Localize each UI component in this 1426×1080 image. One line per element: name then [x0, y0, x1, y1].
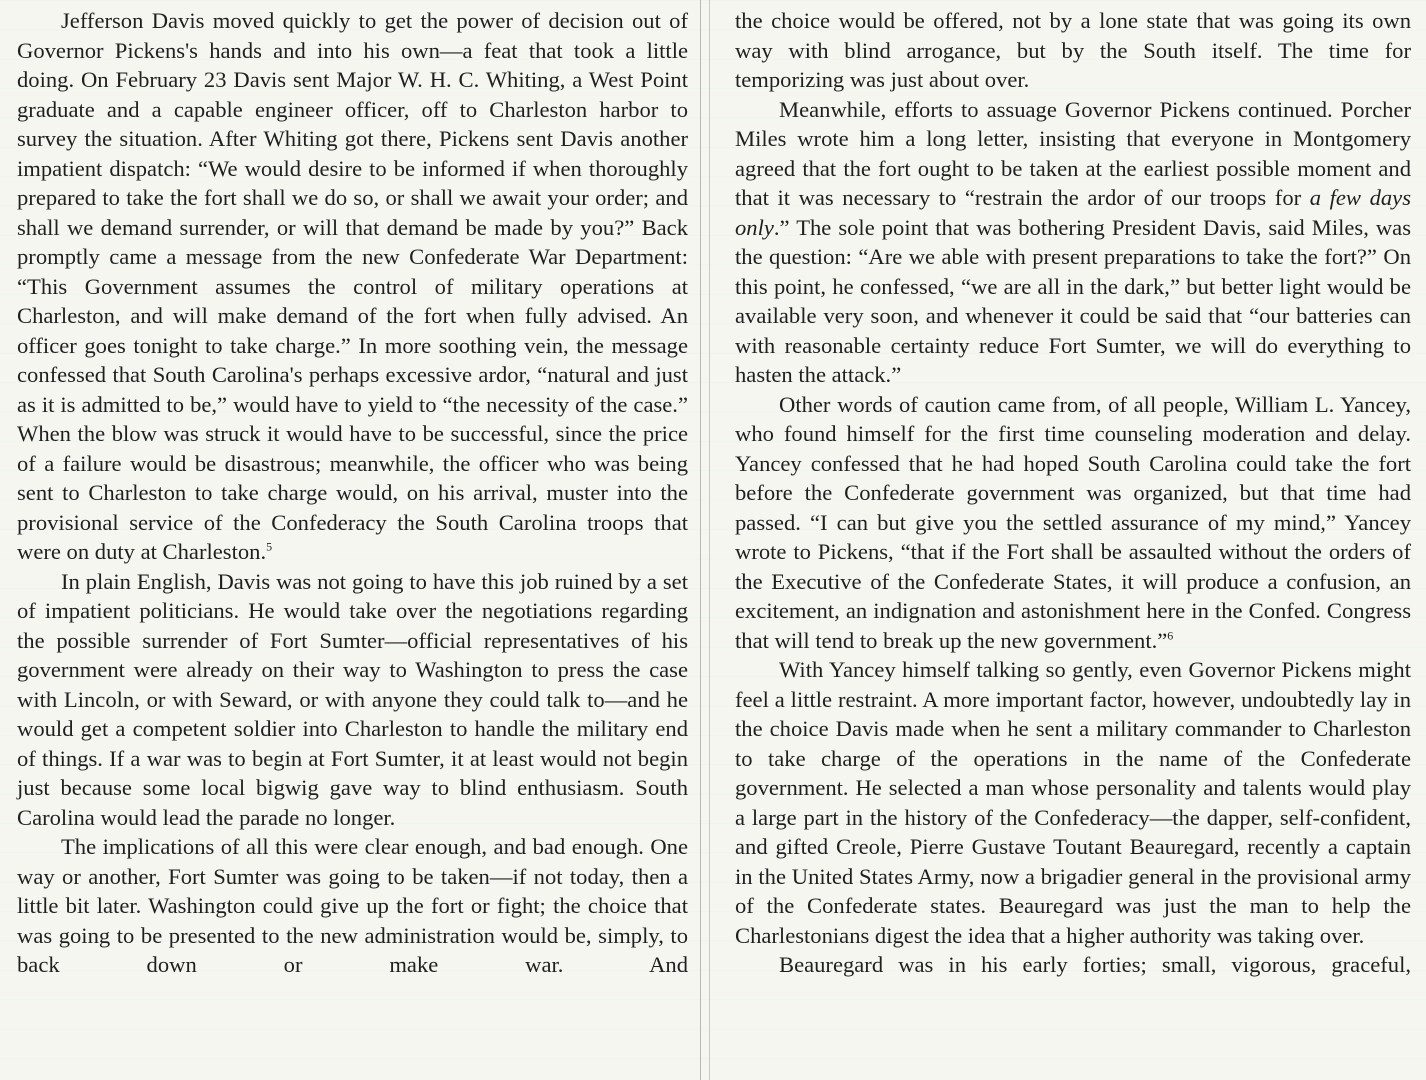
footnote-marker: 6 — [1167, 627, 1174, 642]
column-divider-edge — [709, 0, 710, 1080]
paragraph-beauregard-choice: With Yancey himself talking so gently, even Governor Pickens might feel a little restraint. A more important factor, however, undoubtedly lay in the choice Davis made when he sent a military commander to Charleston to take charge of the operations in the name of the Confederate government. He selected a man whose personality and talents would play a large part in the history of the Confederacy—the dapper, self-confident, and gifted Creole, Pierre Gustave Toutant Beauregard, recently a captain in the United States Army, now a brigadier general in the provisional army of the Confederate states. Beauregard was just the man to help the Charlestonians digest the idea that a higher authority was taking over. — [735, 657, 1411, 948]
paragraph-continuation: the choice would be offered, not by a lone state that was going its own way with blind arrogance, but by the South itself. The time for temporizing was just about over. — [735, 8, 1411, 92]
right-text-column — [735, 6, 1411, 980]
paragraph-implications: The implications of all this were clear enough, and bad enough. One way or another, Fort Sumter was going to be taken—if not today, then a little bit later. Washington could give up the fort or fight; the choice that was going to be presented to the new administration would be, simply, to back down or make war. And — [17, 834, 688, 977]
emphasized-text: a few days only — [735, 185, 1411, 240]
paragraph-text: Jefferson Davis moved quickly to get the power of decision out of Governor Pickens's hands and into his own—a feat that took a little doing. On February 23 Davis sent Major W. H. C. Whiting, a West Point graduate and a capable engineer officer, off to Charleston harbor to survey the situation. After Whiting got there, Pickens sent Davis another impatient dispatch: “We would desire to be informed if when thoroughly prepared to take the fort shall we do so, or shall we await your order; and shall we demand surrender, or will that demand be made by you?” Back promptly came a message from the new Confederate War Department: “This Government assumes the control of military operations at Charleston, and will make demand of the fort when fully advised. An officer goes tonight to take charge.” In more soothing vein, the message confessed that South Carolina's perhaps excessive ardor, “natural and just as it is admitted to be,” would have to yield to “the necessity of the case.” When the blow was struck it would have to be successful, since the price of a failure would be disastrous; meanwhile, the officer who was being sent to Charleston to take charge would, on his arrival, muster into the provisional service of the Confederacy the South Carolina troops that were on duty at Charleston. — [17, 8, 688, 564]
footnote-marker: 5 — [266, 539, 273, 554]
left-text-column — [17, 6, 688, 980]
paragraph-text: Other words of caution came from, of all people, William L. Yancey, who found himself for the first time counseling moderation and delay. Yancey confessed that he had hoped South Carolina could take the fort before the Confederate government was organized, but that time had passed. “I can but give you the settled assurance of my mind,” Yancey wrote to Pickens, “that if the Fort shall be assaulted without the orders of the Executive of the Confederate States, it will produce a confusion, an excitement, an indignation and astonishment here in the Confed. Congress that will tend to break up the new government.” — [735, 391, 1411, 653]
paragraph-text: Meanwhile, efforts to assuage Governor Pickens continued. Porcher Miles wrote him a long letter, insisting that everyone in Montgomery agreed that the fort ought to be taken at the earliest possible moment and that it was necessary to “restrain the ardor of our troops for — [735, 96, 1411, 210]
paragraph-miles-letter — [735, 95, 1411, 390]
paragraph-plain-english: In plain English, Davis was not going to have this job ruined by a set of impatient politicians. He would take over the negotiations regarding the possible surrender of Fort Sumter—official representatives of his government were already on their way to Washington to press the case with Lincoln, or with Seward, or with anyone they could talk to—and he would get a competent soldier into Charleston to handle the military end of things. If a war was to begin at Fort Sumter, it at least would not begin just because some local bigwig gave way to blind enthusiasm. South Carolina would lead the parade no longer. — [17, 568, 688, 830]
paragraph-text: .” The sole point that was bothering President Davis, said Miles, was the question: “Are we able with present preparations to take the fort?” On this point, he confessed, “we are all in the dark,” but better light would be available very soon, and whenever it could be said that “our batteries can with reasonable certainty reduce Fort Sumter, we will do everything to hasten the attack.” — [735, 214, 1411, 387]
paragraph-beauregard-description: Beauregard was in his early forties; small, vigorous, graceful, — [779, 952, 1411, 977]
column-divider — [700, 0, 701, 1080]
paragraph-yancey-caution — [735, 390, 1411, 656]
paragraph-davis-control — [17, 6, 688, 567]
